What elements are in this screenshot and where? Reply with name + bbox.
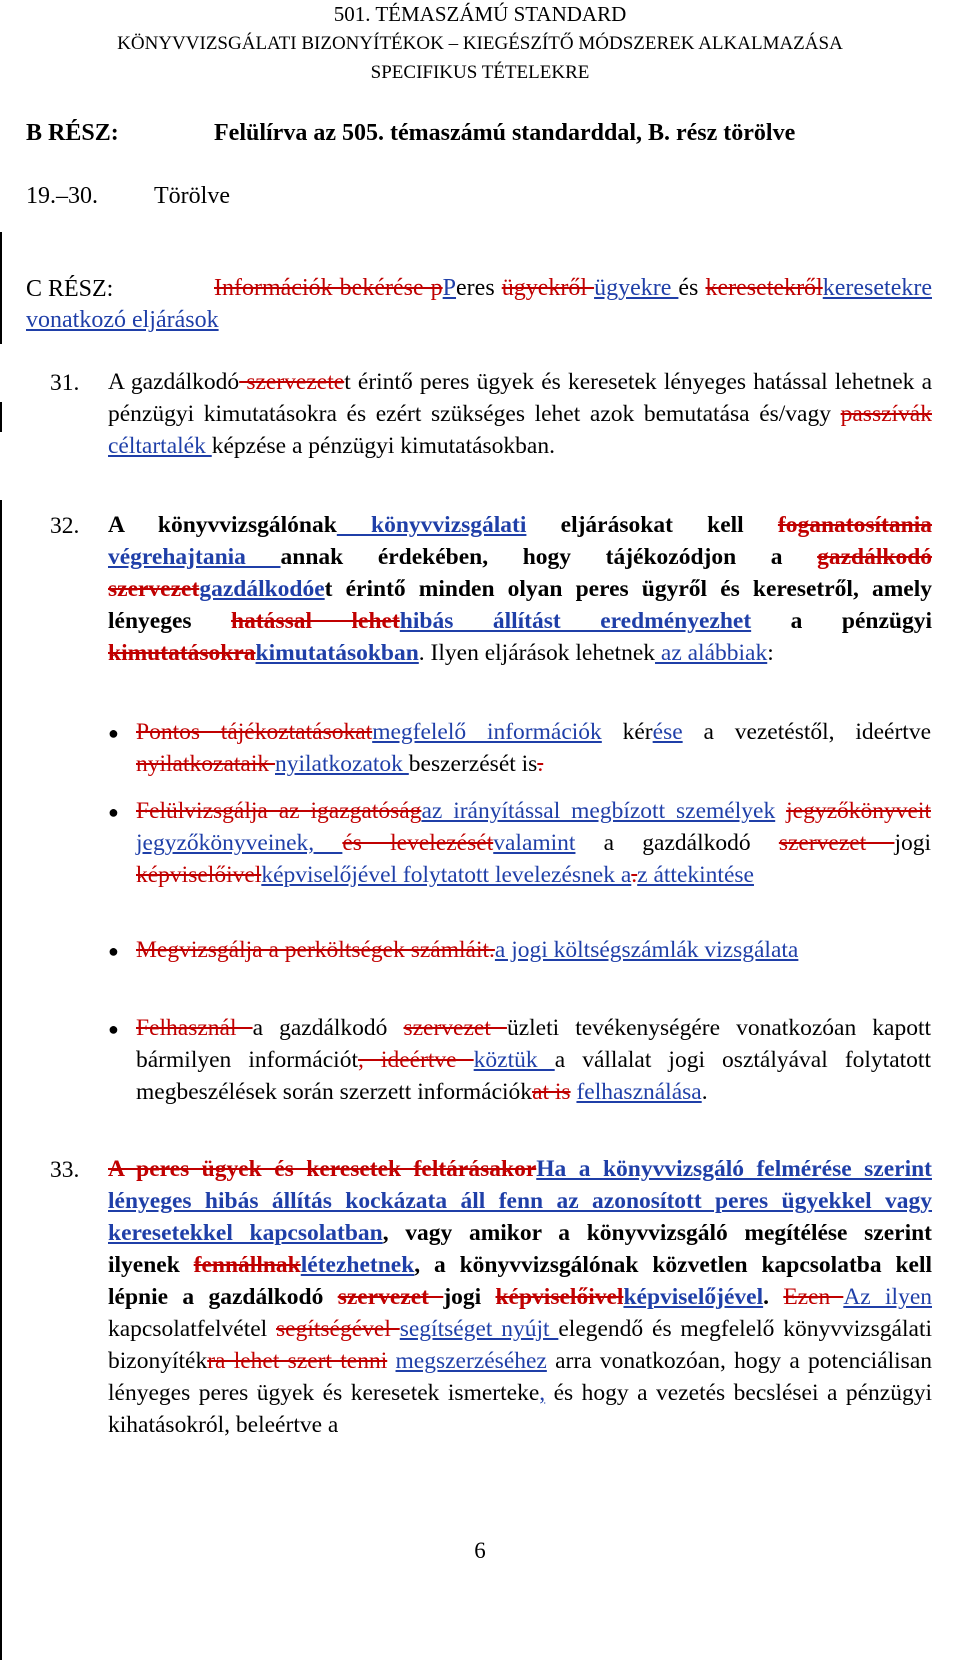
list-item-text: . (701, 1079, 708, 1105)
paragraph-text: A könyvvizsgálónak (108, 512, 337, 538)
deleted-text: Ezen (783, 1284, 844, 1310)
change-bar (0, 232, 2, 344)
inserted-text: az irányítással megbízott személyek (421, 798, 776, 824)
deleted-text: képviselőivel (136, 862, 262, 888)
deleted-text: képviselőivel (495, 1284, 624, 1310)
deleted-text: Információk bekérése p (214, 275, 443, 301)
paragraph-number: 32. (50, 513, 80, 539)
page-number: 6 (474, 1538, 486, 1563)
paragraph-31 (108, 366, 932, 462)
deleted-text: at is (532, 1079, 571, 1105)
list-item-text: a vállalat jogi osztályával folytatott megbeszélések során szerzett információk (136, 1047, 931, 1105)
paragraph-text: t érintő peres ügyek és keresetek lényeges hatással lehetnek a pénzügyi kimutatásokra és ezért szükséges lehet azok bemutatása és/vagy (108, 369, 932, 427)
part-b-label: B RÉSZ: (26, 120, 119, 146)
inserted-text: P (442, 275, 457, 301)
bullet-icon: ● (108, 1019, 119, 1039)
paragraph-text: képzése a pénzügyi kimutatásokban. (211, 433, 555, 459)
deleted-range-label: 19.–30. (26, 183, 98, 209)
deleted-text: , ideértve (357, 1047, 474, 1073)
deleted-text: nyilatkozataik (136, 751, 275, 777)
list-item-text: a gazdálkodó (575, 830, 779, 856)
deleted-text: ügyekről (501, 275, 595, 301)
inserted-text: z áttekintése (637, 862, 754, 888)
part-c-label: C RÉSZ: (26, 276, 114, 302)
inserted-text: köztük (473, 1047, 555, 1073)
title-text: eres (456, 275, 502, 301)
list-item-text: jogi (894, 830, 932, 856)
deleted-text: Pontos tájékoztatásokat (136, 719, 373, 745)
inserted-text: hibás állítást eredményezhet (399, 608, 752, 634)
change-bar (0, 500, 2, 1660)
paragraph-number: 31. (50, 370, 80, 396)
deleted-text: . (631, 862, 638, 888)
bullet-icon: ● (108, 723, 119, 743)
paragraph-text: annak érdekében, hogy tájékozódjon a (280, 544, 818, 570)
inserted-text: keresetekre vonatkozó eljárások (26, 275, 932, 333)
inserted-text: ügyekre (594, 275, 679, 301)
deleted-text: gazdálkodó szervezet (108, 544, 933, 602)
list-item-text (775, 798, 786, 824)
part-b-text: Felülírva az 505. témaszámú standarddal, B. rész törölve (214, 120, 796, 146)
deleted-text: szervezet (337, 1284, 444, 1310)
list-item (136, 934, 931, 966)
paragraph-text: A gazdálkodó (108, 369, 240, 395)
part-c-title (26, 272, 932, 336)
header-line-1: 501. TÉMASZÁMÚ STANDARD (333, 2, 627, 26)
list-item-text: a gazdálkodó (252, 1015, 404, 1041)
inserted-text: Ha a könyvvizsgáló felmérése szerint lényeges hibás állítás kockázata áll fenn az azonosított peres ügyekkel vagy keresetekkel kapcsolatban (108, 1156, 932, 1246)
inserted-text: az alábbiak (655, 640, 768, 666)
inserted-text: megszerzéséhez (395, 1348, 547, 1374)
inserted-text: , (539, 1380, 546, 1406)
inserted-text: gazdálkodóe (199, 576, 325, 602)
deleted-text: szervezet (403, 1015, 507, 1041)
inserted-text: a jogi költségszámlák vizsgálata (494, 937, 799, 963)
deleted-text: ra lehet szert tenni (207, 1348, 388, 1374)
paragraph-text: kapcsolatfelvétel (108, 1316, 277, 1342)
deleted-text: A peres ügyek és keresetek feltárásakor (108, 1156, 537, 1182)
deleted-range-text: Törölve (154, 183, 230, 209)
paragraph-33 (108, 1153, 932, 1493)
deleted-text: segítségével (276, 1316, 400, 1342)
deleted-text: hatással lehet (231, 608, 400, 634)
paragraph-number: 33. (50, 1157, 80, 1183)
header-line-3: SPECIFIKUS TÉTELEKRE (370, 62, 590, 83)
paragraph-text: . (763, 1284, 784, 1310)
list-item (136, 795, 931, 891)
deleted-text: kimutatásokra (108, 640, 256, 666)
deleted-text: Megvizsgálja a perköltségek számláit. (136, 937, 495, 963)
page-header (0, 0, 960, 87)
header-line-2: KÖNYVVIZSGÁLATI BIZONYÍTÉKOK – KIEGÉSZÍTŐ MÓDSZEREK ALKALMAZÁSA (117, 33, 843, 54)
deleted-text: keresetekről (705, 275, 823, 301)
deleted-text: jegyzőkönyveit (786, 798, 931, 824)
paragraph-text: , a könyvvizsgálónak közvetlen kapcsolatba kell lépnie a gazdálkodó (108, 1252, 932, 1310)
title-text: és (678, 275, 706, 301)
inserted-text: kimutatásokban (255, 640, 419, 666)
inserted-text: ése (652, 719, 683, 745)
deleted-text: Felhasznál (136, 1015, 253, 1041)
inserted-text: nyilatkozatok (275, 751, 409, 777)
inserted-text: létezhetnek (300, 1252, 415, 1278)
inserted-text: céltartalék (108, 433, 212, 459)
inserted-text: Az ilyen (843, 1284, 932, 1310)
deleted-text: szervezete (239, 369, 345, 395)
inserted-text: képviselőjével (623, 1284, 764, 1310)
paragraph-text: eljárásokat kell (526, 512, 778, 538)
list-item-text: kér (601, 719, 653, 745)
list-item-text: üzleti tevékenységére vonatkozóan kapott bármilyen információt (136, 1015, 932, 1073)
paragraph-text: arra vonatkozóan, hogy a potenciálisan lényeges peres ügyek és keresetek ismerteke (108, 1348, 932, 1406)
paragraph-text: . Ilyen eljárások lehetnek (418, 640, 656, 666)
paragraph-text (387, 1348, 395, 1374)
deleted-text: és levelezését (342, 830, 494, 856)
deleted-text: passzívák (840, 401, 932, 427)
inserted-text: felhasználása (576, 1079, 702, 1105)
paragraph-text: : (767, 640, 774, 666)
change-bar (0, 402, 2, 432)
paragraph-text: elegendő és megfelelő könyvvizsgálati bizonyíték (108, 1316, 932, 1374)
inserted-text: valamint (493, 830, 576, 856)
list-item (136, 716, 931, 780)
paragraph-32 (108, 509, 932, 669)
bullet-icon: ● (108, 941, 119, 961)
inserted-text: megfelelő információk (372, 719, 602, 745)
list-item-text: a vezetéstől, ideértve (682, 719, 932, 745)
paragraph-text: a pénzügyi (751, 608, 932, 634)
bullet-icon: ● (108, 802, 119, 822)
inserted-text: segítséget nyújt (399, 1316, 559, 1342)
deleted-text: . (537, 751, 544, 777)
inserted-text: képviselőjével folytatott levelezésnek a (261, 862, 632, 888)
deleted-text: fennállnak (193, 1252, 301, 1278)
inserted-text: könyvvizsgálati (336, 512, 527, 538)
paragraph-text: jogi (443, 1284, 496, 1310)
inserted-text: végrehajtania (108, 544, 281, 570)
deleted-text: foganatosítania (777, 512, 932, 538)
paragraph-text: , vagy amikor a könyvvizsgáló megítélése szerint ilyenek (108, 1220, 932, 1278)
inserted-text: jegyzőkönyveinek, (136, 830, 343, 856)
paragraph-text: és hogy a vezetés becslései a pénzügyi kihatásokról, beleértve a (108, 1380, 932, 1438)
deleted-text: Felülvizsgálja az igazgatóság (136, 798, 422, 824)
list-item (136, 1012, 931, 1108)
paragraph-text: t érintő minden olyan peres ügyről és keresetről, amely lényeges (108, 576, 932, 634)
deleted-text: szervezet (778, 830, 895, 856)
list-item-text: beszerzését is (408, 751, 538, 777)
